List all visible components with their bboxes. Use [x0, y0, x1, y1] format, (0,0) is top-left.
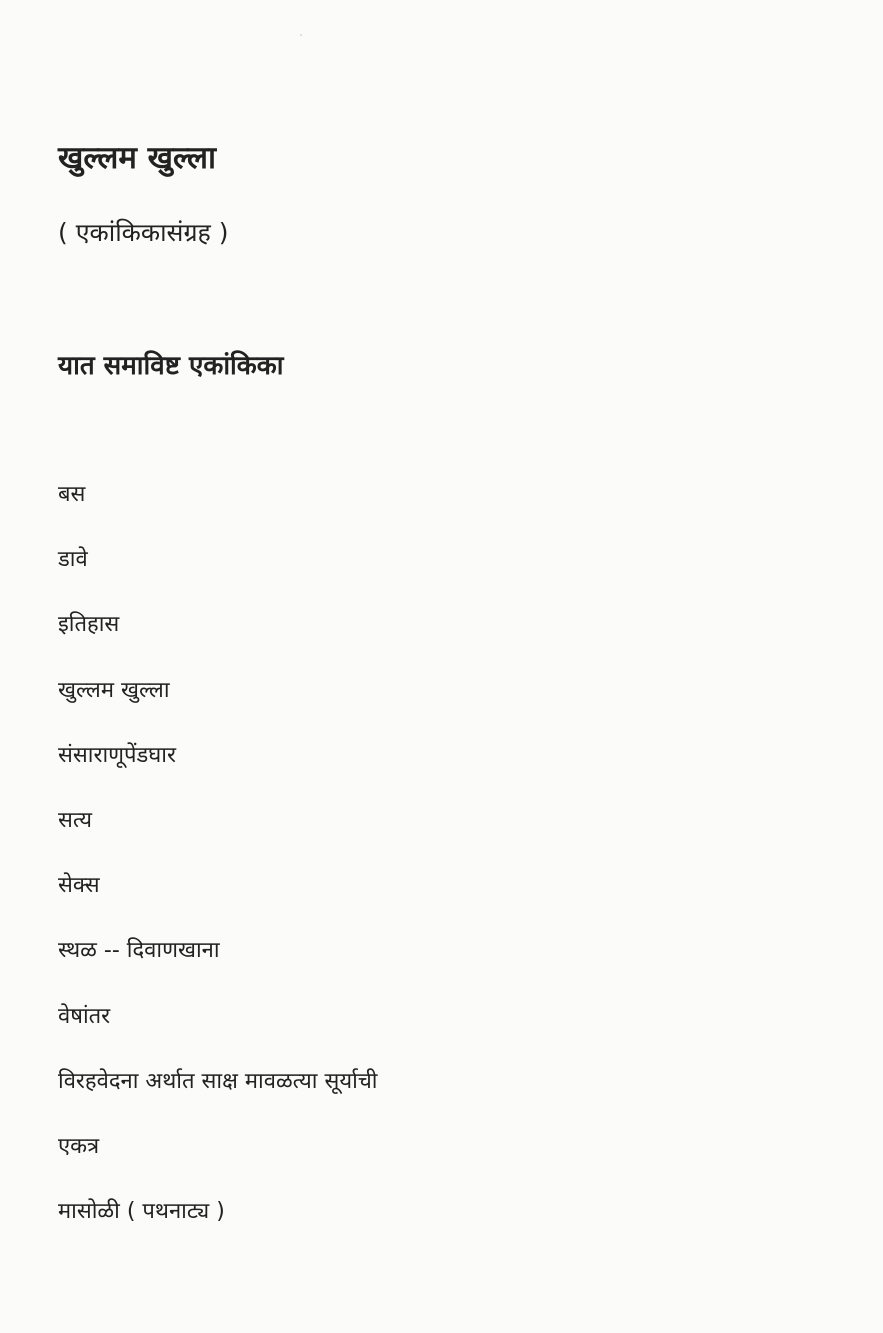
list-item: डावे	[58, 547, 88, 573]
list-item: बस	[58, 482, 86, 507]
list-item: स्थळ -- दिवाणखाना	[58, 938, 220, 964]
book-subtitle: ( एकांकिकासंग्रह )	[58, 218, 229, 247]
plays-list	[58, 472, 378, 1254]
list-item: इतिहास	[58, 612, 120, 638]
list-item: एकत्र	[58, 1133, 100, 1159]
list-item: संसाराणूपेंडघार	[58, 742, 177, 768]
list-item: विरहवेदना अर्थात साक्ष मावळत्या सूर्याची	[58, 1068, 378, 1094]
list-item: सत्य	[58, 807, 93, 833]
paper-speck	[300, 34, 302, 36]
list-item: मासोळी ( पथनाट्य )	[58, 1199, 225, 1225]
contents-heading: यात समाविष्ट एकांकिका	[58, 351, 284, 381]
list-item: वेषांतर	[58, 1003, 111, 1029]
list-item: खुल्लम खुल्ला	[58, 677, 170, 703]
list-item: सेक्स	[58, 873, 100, 899]
book-title: खुल्लम खुल्ला	[58, 140, 217, 176]
